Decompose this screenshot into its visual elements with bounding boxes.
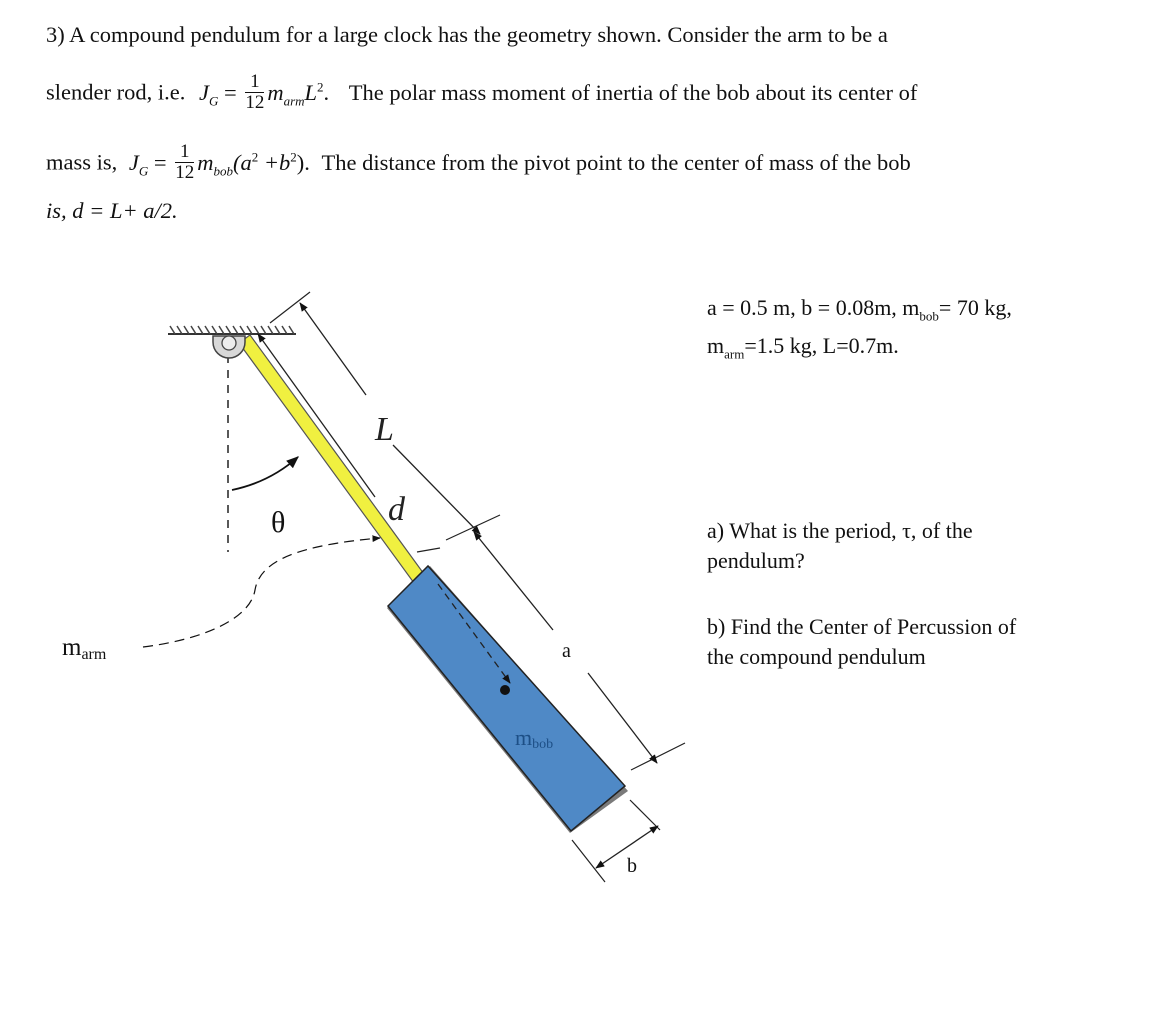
fraction-one-twelfth: $\frac{1}{12}$: [245, 71, 265, 113]
pivot: [213, 336, 245, 358]
theta-arrow: [232, 457, 298, 490]
label-theta: θ: [271, 506, 286, 539]
givens-line-2: $m_{arm}=1.5$ kg, L=0.7m.: [707, 333, 899, 362]
label-L: L: [375, 411, 394, 448]
m-arm-leader: [143, 538, 380, 647]
ceiling-support: [168, 326, 296, 334]
problem-line-2-start: slender rod, i.e.: [46, 79, 186, 105]
ceiling-hatch: [170, 326, 294, 334]
bob-center-of-mass: [500, 685, 510, 695]
label-b: b: [627, 855, 637, 877]
question-b-line-1: b) Find the Center of Percussion of: [707, 614, 1017, 639]
pendulum-bob: [387, 566, 628, 833]
label-a: a: [562, 640, 571, 662]
problem-line-3-start: mass is,: [46, 149, 118, 175]
bob-inertia-equation: $J_G$ = $\frac{1}{12}$ $m_{bob}(a^2 +b^2)$.: [128, 141, 316, 183]
pendulum-arm: [239, 335, 424, 583]
givens-line-1: a = 0.5 m, b = 0.08m, $m_{bob}= 70$ kg,: [707, 295, 1012, 324]
question-a-line-2: pendulum?: [707, 548, 805, 573]
arm-inertia-equation: $J_G$ = $\frac{1}{12}$ $m_{arm}L^2$.: [198, 71, 335, 113]
question-a-line-1: a) What is the period, τ, of the: [707, 518, 973, 543]
question-b-line-2: the compound pendulum: [707, 644, 926, 669]
problem-line-2-end: The polar mass moment of inertia of the bob about its center of: [348, 79, 918, 105]
problem-line-4-text: is, d = L+ a/2.: [46, 198, 178, 223]
problem-line-1-text: 3) A compound pendulum for a large clock has the geometry shown. Consider the arm to be a: [46, 22, 888, 47]
fraction-one-twelfth-bob: $\frac{1}{12}$: [175, 141, 195, 183]
label-d: d: [388, 491, 405, 528]
label-m-bob: mbob: [515, 725, 554, 752]
label-m-arm: marm: [62, 634, 107, 663]
problem-line-3-end: The distance from the pivot point to the center of mass of the bob: [321, 149, 911, 175]
